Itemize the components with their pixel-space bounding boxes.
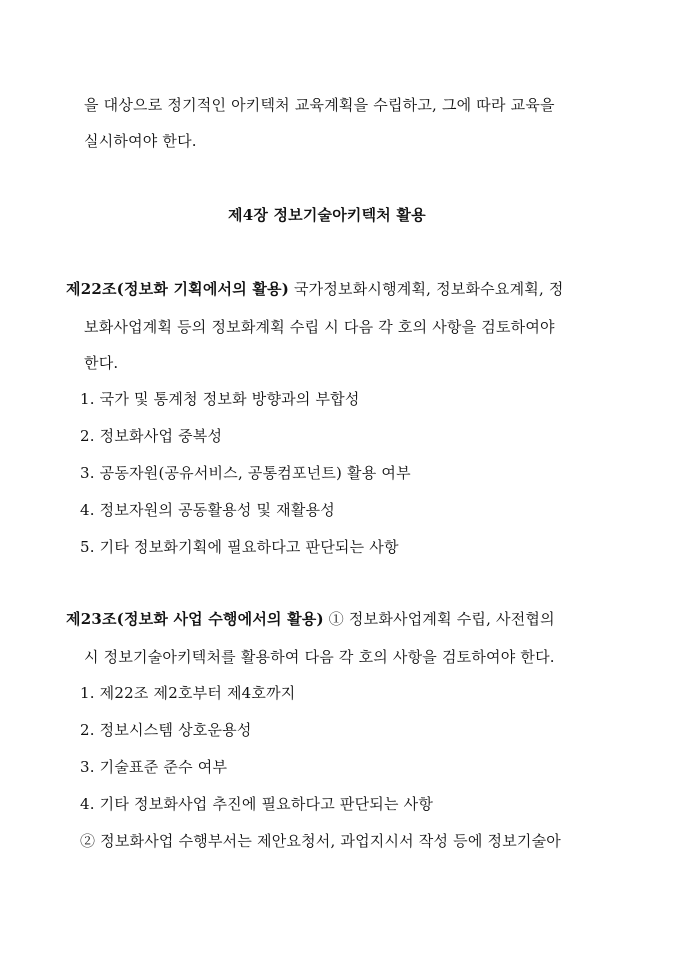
- article-22-item-2: 2. 정보화사업 중복성: [80, 427, 223, 445]
- article-23-item-4: 4. 기타 정보화사업 추진에 필요하다고 판단되는 사항: [80, 795, 434, 813]
- article-22-line-3: 한다.: [84, 354, 119, 372]
- article-23-paragraph-2: ② 정보화사업 수행부서는 제안요청서, 과업지시서 작성 등에 정보기술아: [80, 832, 561, 850]
- article-22-heading: [66, 279, 564, 299]
- article-22-title: 제22조(정보화 기획에서의 활용): [66, 280, 289, 298]
- chapter-title: 제4장 정보기술아키텍처 활용: [228, 206, 426, 224]
- article-22-item-3: 3. 공동자원(공유서비스, 공통컴포넌트) 활용 여부: [80, 464, 411, 482]
- intro-line-1: 을 대상으로 정기적인 아키텍처 교육계획을 수립하고, 그에 따라 교육을: [84, 96, 555, 114]
- article-23-item-3: 3. 기술표준 준수 여부: [80, 758, 228, 776]
- article-23-line-2: 시 정보기술아키텍처를 활용하여 다음 각 호의 사항을 검토하여야 한다.: [84, 648, 555, 666]
- article-22-item-4: 4. 정보자원의 공동활용성 및 재활용성: [80, 501, 335, 519]
- article-23-lead: ① 정보화사업계획 수립, 사전협의: [323, 610, 555, 628]
- article-22-item-1: 1. 국가 및 통계청 정보화 방향과의 부합성: [80, 390, 360, 408]
- intro-line-2: 실시하여야 한다.: [84, 132, 197, 150]
- article-23-item-1: 1. 제22조 제2호부터 제4호까지: [80, 684, 296, 702]
- article-23-heading: [66, 609, 555, 629]
- article-23-title: 제23조(정보화 사업 수행에서의 활용): [66, 610, 324, 628]
- article-22-line-2: 보화사업계획 등의 정보화계획 수립 시 다음 각 호의 사항을 검토하여야: [84, 318, 555, 336]
- article-23-item-2: 2. 정보시스템 상호운용성: [80, 721, 252, 739]
- article-22-lead: 국가정보화시행계획, 정보화수요계획, 정: [289, 280, 564, 298]
- article-22-item-5: 5. 기타 정보화기획에 필요하다고 판단되는 사항: [80, 538, 399, 556]
